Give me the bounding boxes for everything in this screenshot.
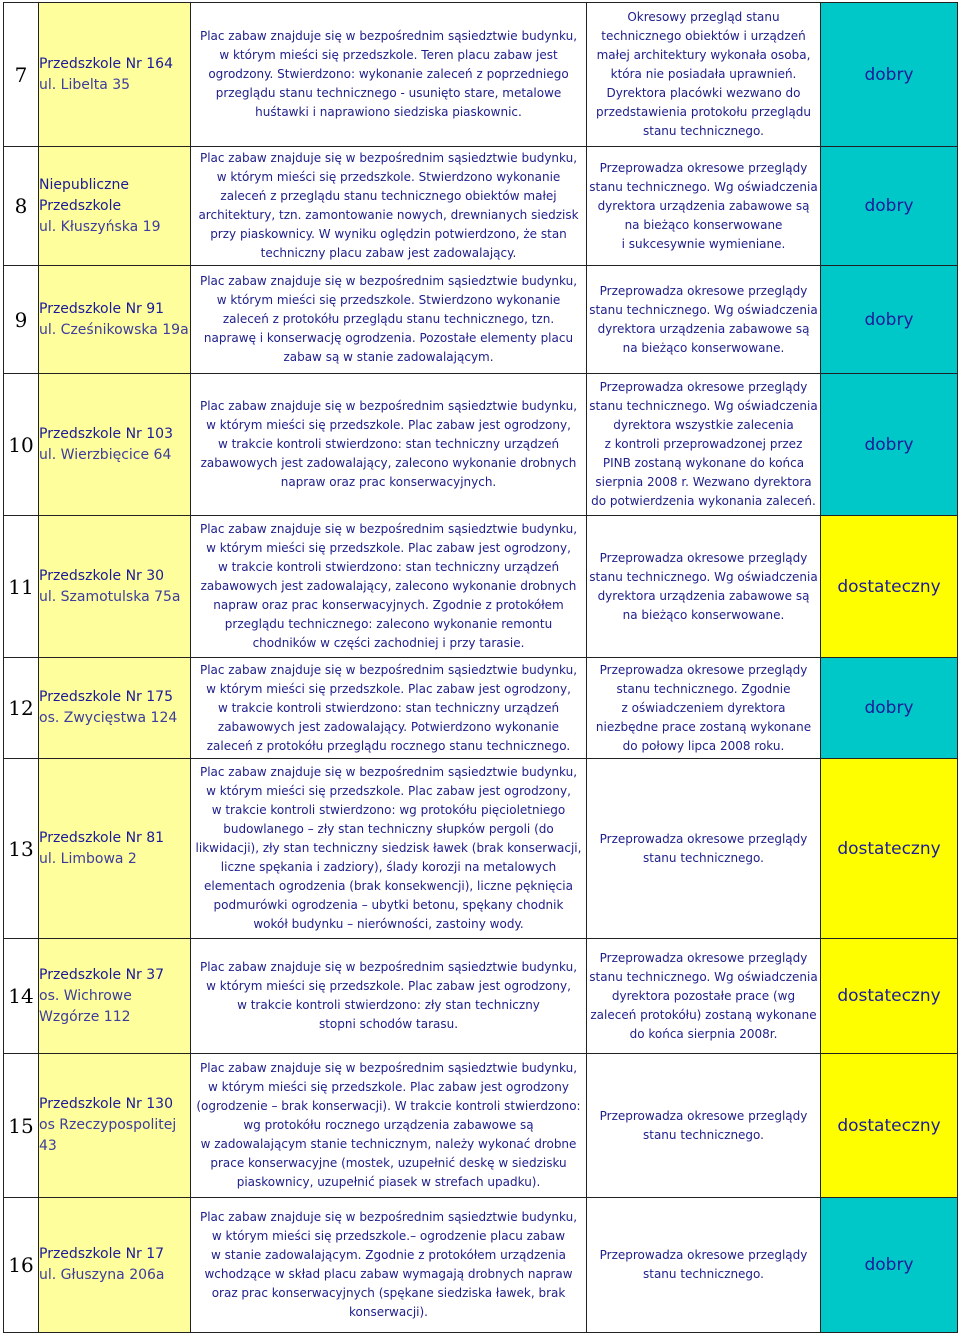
facility-name: Przedszkole Nr 164 bbox=[39, 55, 173, 72]
facility-name: Niepubliczne Przedszkole bbox=[39, 176, 129, 214]
inspection-description bbox=[191, 759, 587, 939]
review-line: technicznego obiektów i urządzeń bbox=[601, 29, 806, 43]
table-row bbox=[4, 939, 958, 1054]
description-line: napraw oraz prac konserwacyjnych. Zgodnie z protokółem bbox=[213, 598, 564, 612]
description-line: likwidacji), zły stan techniczny siedzisk ławek (brak konserwacji, bbox=[195, 841, 582, 855]
description-line: w którym mieści się przedszkole. Plac zabaw jest ogrodzony, bbox=[206, 418, 571, 432]
review-line: Przeprowadza okresowe przeglądy bbox=[599, 662, 808, 677]
row-number: 11 bbox=[4, 516, 39, 658]
description-line: zaleceń z protokółu przeglądu rocznego stanu technicznego. bbox=[206, 738, 571, 753]
description-line: wg protokółu rocznego urządzenia zabawowe są bbox=[243, 1118, 534, 1132]
description-line: architektury, tzn. zamontowanie nowych, drewnianych siedzisk bbox=[198, 208, 579, 222]
row-number: 12 bbox=[4, 658, 39, 759]
row-number: 7 bbox=[4, 3, 39, 147]
review-line: małej architektury wykonała osoba, bbox=[596, 48, 811, 62]
review-line: przedstawienia protokołu przeglądu bbox=[596, 105, 811, 119]
description-line: zabawowych jest zadowalający, zalecono wykonanie drobnych bbox=[200, 456, 577, 470]
description-line: techniczny placu zabaw jest zadowalający. bbox=[260, 246, 517, 260]
review-line: do potwierdzenia wykonania zaleceń. bbox=[591, 494, 816, 508]
condition-rating: dobry bbox=[821, 374, 958, 516]
description-line: w trakcie kontroli stwierdzono: wg protokółu pięcioletniego bbox=[211, 803, 566, 817]
description-line: przeglądu technicznego: zalecono wykonanie remontu bbox=[224, 617, 553, 631]
description-line: zabawowych jest zadowalający. Potwierdzono wykonanie bbox=[217, 719, 560, 734]
review-line: dyrektora pozostałe prace (wg bbox=[611, 988, 796, 1003]
inspection-description bbox=[191, 266, 587, 374]
review-line: stanu technicznego. Wg oświadczenia bbox=[589, 969, 818, 984]
periodic-review-note bbox=[587, 658, 821, 759]
description-line: Plac zabaw znajduje się w bezpośrednim sąsiedztwie budynku, bbox=[199, 29, 578, 43]
facility-cell bbox=[39, 759, 191, 939]
facility-address: ul. Wierzbięcice 64 bbox=[39, 446, 172, 463]
review-line: stanu technicznego. bbox=[642, 1127, 764, 1142]
facility-cell bbox=[39, 658, 191, 759]
periodic-review-note bbox=[587, 147, 821, 266]
review-line: stanu technicznego. Zgodnie bbox=[616, 681, 791, 696]
facility-name: Przedszkole Nr 103 bbox=[39, 425, 173, 442]
facility-address: ul. Kłuszyńska 19 bbox=[39, 218, 161, 235]
review-line: stanu technicznego. bbox=[642, 850, 764, 865]
review-line: z oświadczeniem dyrektora bbox=[621, 700, 786, 715]
description-line: w którym mieści się przedszkole. Stwierdzono wykonanie bbox=[216, 293, 561, 307]
review-line: stanu technicznego. Wg oświadczenia bbox=[589, 302, 818, 317]
table-row bbox=[4, 147, 958, 266]
review-line: Przeprowadza okresowe przeglądy bbox=[599, 283, 808, 298]
condition-rating: dostateczny bbox=[821, 516, 958, 658]
description-line: zabaw są w stanie zadowalającym. bbox=[283, 350, 494, 364]
description-line: w którym mieści się przedszkole. Plac zabaw jest ogrodzony bbox=[208, 1080, 569, 1094]
facility-cell bbox=[39, 147, 191, 266]
review-line: do połowy lipca 2008 roku. bbox=[622, 738, 785, 753]
periodic-review-note bbox=[587, 939, 821, 1054]
facility-name: Przedszkole Nr 81 bbox=[39, 829, 165, 846]
description-line: zaleceń z protokółu przeglądu stanu technicznego, tzn. bbox=[222, 312, 555, 326]
review-line: która nie posiadała uprawnień. bbox=[610, 67, 797, 81]
description-line: wchodzące w skład placu zabaw wymagają drobnych napraw bbox=[204, 1267, 573, 1281]
condition-rating: dostateczny bbox=[821, 759, 958, 939]
periodic-review-note bbox=[587, 3, 821, 147]
description-line: w którym mieści się przedszkole. Plac zabaw jest ogrodzony, bbox=[206, 784, 571, 798]
table-row bbox=[4, 759, 958, 939]
row-number: 14 bbox=[4, 939, 39, 1054]
inspection-description bbox=[191, 1198, 587, 1333]
inspection-table-body bbox=[4, 3, 958, 1333]
condition-rating: dostateczny bbox=[821, 1054, 958, 1198]
description-line: Plac zabaw znajduje się w bezpośrednim sąsiedztwie budynku, bbox=[199, 522, 578, 536]
inspection-table bbox=[3, 2, 958, 1333]
table-row bbox=[4, 1198, 958, 1333]
review-line: dyrektora urządzenia zabawowe są bbox=[597, 321, 810, 336]
description-line: Plac zabaw znajduje się w bezpośrednim sąsiedztwie budynku, bbox=[199, 274, 578, 288]
inspection-description bbox=[191, 3, 587, 147]
facility-name: Przedszkole Nr 91 bbox=[39, 300, 165, 317]
review-line: stanu technicznego. bbox=[642, 1267, 764, 1281]
facility-name: Przedszkole Nr 175 bbox=[39, 689, 173, 705]
review-line: na bieżąco konserwowane bbox=[624, 217, 783, 232]
table-row bbox=[4, 516, 958, 658]
review-line: zaleceń protokółu) zostaną wykonane bbox=[590, 1007, 817, 1022]
facility-name: Przedszkole Nr 130 bbox=[39, 1096, 173, 1112]
table-row bbox=[4, 658, 958, 759]
condition-rating: dobry bbox=[821, 266, 958, 374]
review-line: Przeprowadza okresowe przeglądy bbox=[599, 380, 808, 394]
review-line: dyrektora urządzenia zabawowe są bbox=[597, 588, 810, 603]
review-line: Przeprowadza okresowe przeglądy bbox=[599, 550, 808, 565]
description-line: huśtawki i naprawiono siedziska piaskownic. bbox=[255, 105, 522, 119]
description-line: w którym mieści się przedszkole. Stwierdzono wykonanie bbox=[216, 170, 561, 184]
facility-name: Przedszkole Nr 17 bbox=[39, 1246, 165, 1262]
review-line: na bieżąco konserwowane. bbox=[622, 607, 785, 622]
review-line: Dyrektora placówki wezwano do bbox=[606, 86, 801, 100]
table-row bbox=[4, 1054, 958, 1198]
review-line: Przeprowadza okresowe przeglądy bbox=[599, 160, 808, 175]
description-line: podmurówki ogrodzenia – ubytki betonu, spękany chodnik bbox=[213, 898, 564, 912]
description-line: w trakcie kontroli stwierdzono: stan techniczny urządzeń bbox=[217, 700, 560, 715]
review-line: niezbędne prace zostaną wykonane bbox=[595, 719, 812, 734]
row-number: 15 bbox=[4, 1054, 39, 1198]
description-line: w którym mieści się przedszkole. Plac zabaw jest ogrodzony, bbox=[206, 681, 571, 696]
description-line: Plac zabaw znajduje się w bezpośrednim sąsiedztwie budynku, bbox=[199, 765, 578, 779]
inspection-description bbox=[191, 939, 587, 1054]
periodic-review-note bbox=[587, 1198, 821, 1333]
description-line: wokół budynku – nierówności, zastoiny wody. bbox=[253, 917, 524, 931]
facility-cell bbox=[39, 374, 191, 516]
table-row bbox=[4, 3, 958, 147]
description-line: prace konserwacyjne (mostek, uzupełnić deskę w siedzisku bbox=[210, 1156, 567, 1170]
description-line: w którym mieści się przedszkole. Teren placu zabaw jest bbox=[219, 48, 558, 62]
condition-rating: dobry bbox=[821, 3, 958, 147]
facility-address: ul. Głuszyna 206a bbox=[39, 1267, 165, 1283]
periodic-review-note bbox=[587, 759, 821, 939]
description-line: napraw oraz prac konserwacyjnych. bbox=[280, 475, 497, 489]
facility-cell bbox=[39, 939, 191, 1054]
inspection-description bbox=[191, 1054, 587, 1198]
description-line: w trakcie kontroli stwierdzono: zły stan techniczny bbox=[237, 998, 540, 1012]
description-line: w trakcie kontroli stwierdzono: stan techniczny urządzeń bbox=[217, 560, 560, 574]
facility-name: Przedszkole Nr 30 bbox=[39, 567, 165, 584]
description-line: w stanie zadowalającym. Zgodnie z protokółem urządzenia bbox=[211, 1248, 566, 1262]
inspection-description bbox=[191, 374, 587, 516]
review-line: do końca sierpnia 2008r. bbox=[629, 1026, 778, 1041]
row-number: 9 bbox=[4, 266, 39, 374]
table-row bbox=[4, 266, 958, 374]
description-line: liczne spękania i zadziory), ślady korozji na metalowych bbox=[220, 860, 557, 874]
facility-cell bbox=[39, 1054, 191, 1198]
review-line: Przeprowadza okresowe przeglądy bbox=[599, 950, 808, 965]
facility-cell bbox=[39, 1198, 191, 1333]
facility-cell bbox=[39, 516, 191, 658]
facility-address: ul. Cześnikowska 19a bbox=[39, 321, 189, 338]
description-line: konserwacji). bbox=[349, 1305, 428, 1319]
description-line: Plac zabaw znajduje się w bezpośrednim sąsiedztwie budynku, bbox=[199, 960, 578, 974]
review-line: PINB zostaną wykonane do końca bbox=[602, 456, 805, 470]
description-line: Plac zabaw znajduje się w bezpośrednim sąsiedztwie budynku, bbox=[199, 151, 578, 165]
description-line: w którym mieści się przedszkole.– ogrodzenie placu zabaw bbox=[211, 1229, 566, 1243]
row-number: 10 bbox=[4, 374, 39, 516]
review-line: dyrektora wszystkie zalecenia bbox=[613, 418, 794, 432]
inspection-description bbox=[191, 147, 587, 266]
facility-address: ul. Limbowa 2 bbox=[39, 850, 137, 867]
condition-rating: dobry bbox=[821, 1198, 958, 1333]
description-line: przy piaskownicy. W wyniku oględzin potwierdzono, że stan bbox=[210, 227, 567, 241]
review-line: stanu technicznego. bbox=[642, 124, 764, 138]
description-line: zaleceń z przeglądu stanu technicznego obiektów małej bbox=[220, 189, 557, 203]
review-line: stanu technicznego. Wg oświadczenia bbox=[589, 179, 818, 194]
condition-rating: dostateczny bbox=[821, 939, 958, 1054]
description-line: oraz prac konserwacyjnych (spękane siedziska ławek, brak bbox=[211, 1286, 566, 1300]
description-line: ogrodzony. Stwierdzono: wykonanie zaleceń z poprzedniego bbox=[208, 67, 569, 81]
facility-cell bbox=[39, 266, 191, 374]
row-number: 16 bbox=[4, 1198, 39, 1333]
facility-address: os. Wichrowe Wzgórze 112 bbox=[39, 987, 132, 1025]
review-line: Przeprowadza okresowe przeglądy bbox=[599, 831, 808, 846]
inspection-description bbox=[191, 658, 587, 759]
description-line: zabawowych jest zadowalający, zalecono wykonanie drobnych bbox=[200, 579, 577, 593]
inspection-description bbox=[191, 516, 587, 658]
description-line: w zadowalającym stanie technicznym, należy wykonać drobne bbox=[200, 1137, 577, 1151]
description-line: piaskownicy, uzupełnić piasek w strefach upadku). bbox=[236, 1175, 541, 1189]
review-line: stanu technicznego. Wg oświadczenia bbox=[589, 569, 818, 584]
review-line: i sukcesywnie wymieniane. bbox=[621, 236, 786, 251]
description-line: w trakcie kontroli stwierdzono: stan techniczny urządzeń bbox=[217, 437, 560, 451]
description-line: Plac zabaw znajduje się w bezpośrednim sąsiedztwie budynku, bbox=[199, 1061, 578, 1075]
review-line: stanu technicznego. Wg oświadczenia bbox=[589, 399, 818, 413]
description-line: budowlanego – zły stan techniczny słupków pergoli (do bbox=[223, 822, 554, 836]
review-line: z kontroli przeprowadzonej przez bbox=[604, 437, 803, 451]
description-line: Plac zabaw znajduje się w bezpośrednim sąsiedztwie budynku, bbox=[199, 399, 578, 413]
description-line: chodników w części zachodniej i przy tarasie. bbox=[252, 636, 525, 650]
description-line: Plac zabaw znajduje się w bezpośrednim sąsiedztwie budynku, bbox=[199, 1210, 578, 1224]
facility-address: os. Zwycięstwa 124 bbox=[39, 710, 178, 726]
description-line: (ogrodzenie – brak konserwacji). W trakcie kontroli stwierdzono: bbox=[196, 1099, 581, 1113]
review-line: sierpnia 2008 r. Wezwano dyrektora bbox=[595, 475, 812, 489]
condition-rating: dobry bbox=[821, 658, 958, 759]
periodic-review-note bbox=[587, 374, 821, 516]
facility-address: ul. Libelta 35 bbox=[39, 76, 131, 93]
table-row bbox=[4, 374, 958, 516]
description-line: naprawę i konserwację ogrodzenia. Pozostałe elementy placu bbox=[203, 331, 574, 345]
description-line: Plac zabaw znajduje się w bezpośrednim sąsiedztwie budynku, bbox=[199, 662, 578, 677]
periodic-review-note bbox=[587, 266, 821, 374]
periodic-review-note bbox=[587, 516, 821, 658]
row-number: 8 bbox=[4, 147, 39, 266]
description-line: przeglądu stanu technicznego - usunięto stare, metalowe bbox=[215, 86, 562, 100]
row-number: 13 bbox=[4, 759, 39, 939]
review-line: dyrektora urządzenia zabawowe są bbox=[597, 198, 810, 213]
description-line: w którym mieści się przedszkole. Plac zabaw jest ogrodzony, bbox=[206, 541, 571, 555]
facility-address: os Rzeczypospolitej 43 bbox=[39, 1117, 177, 1154]
description-line: w którym mieści się przedszkole. Plac zabaw jest ogrodzony, bbox=[206, 979, 571, 993]
review-line: Okresowy przegląd stanu bbox=[627, 10, 780, 24]
review-line: Przeprowadza okresowe przeglądy bbox=[599, 1108, 808, 1123]
condition-rating: dobry bbox=[821, 147, 958, 266]
review-line: na bieżąco konserwowane. bbox=[622, 340, 785, 355]
description-line: elementach ogrodzenia (brak konsekwencji), liczne pęknięcia bbox=[204, 879, 573, 893]
facility-cell bbox=[39, 3, 191, 147]
review-line: Przeprowadza okresowe przeglądy bbox=[599, 1248, 808, 1262]
facility-address: ul. Szamotulska 75a bbox=[39, 588, 181, 605]
periodic-review-note bbox=[587, 1054, 821, 1198]
description-line: stopni schodów tarasu. bbox=[318, 1017, 459, 1031]
facility-name: Przedszkole Nr 37 bbox=[39, 966, 165, 983]
